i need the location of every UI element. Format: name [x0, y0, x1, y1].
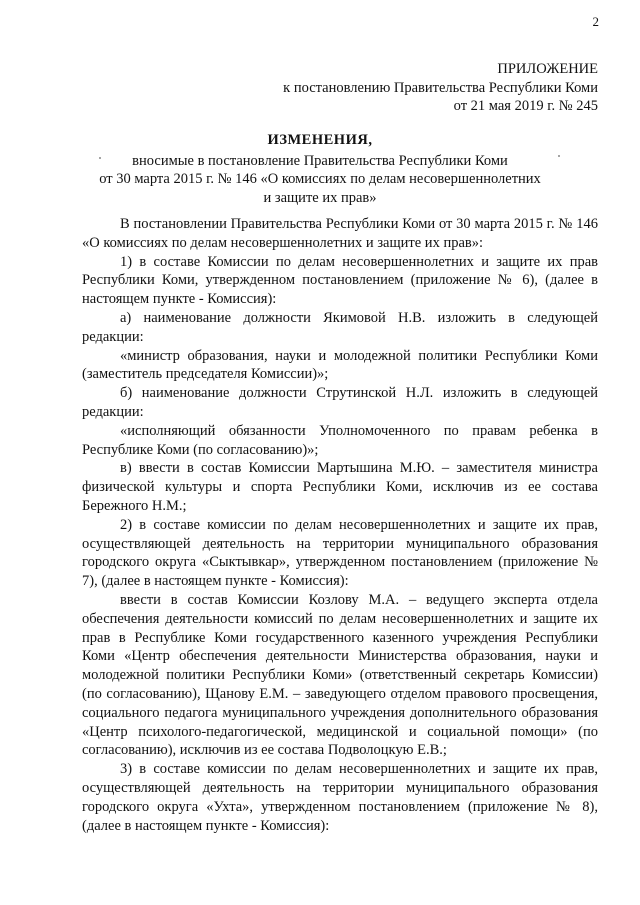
appendix-label: ПРИЛОЖЕНИЕ [497, 61, 598, 77]
paragraph-item-1b-text: «исполняющий обязанности Уполномоченного по правам ребенка в Республике Коми (по согласованию)»; [82, 422, 598, 458]
paragraph-item-2-text: ввести в состав Комиссии Козлову М.А. – ведущего эксперта отдела обеспечения деятельности комиссий по делам несовершеннолетних и защите их прав в Республике Коми государственного казенного учреждения Республики Коми «Центр обеспечения деятельности Министерства образования, науки и молодежной политики Республики Коми» (ответственный секретарь Комиссии) (по согласованию), Щанову Е.М. – заведующего отделом правового просвещения, социального педагога муниципального учреждения дополнительного образования «Центр психолого-педагогической, медицинской и социальной помощи» (по согласованию), исключив из ее состава Подволоцкую Е.В.; [82, 591, 598, 759]
appendix-line-1: к постановлению Правительства Республики Коми [283, 79, 598, 96]
subtitle-line-2: от 30 марта 2015 г. № 146 «О комиссиях по делам несовершеннолетних [99, 171, 541, 187]
subtitle-line-1: вносимые в постановление Правительства Республики Коми [132, 152, 508, 169]
paragraph-item-1c: в) ввести в состав Комиссии Мартышина М.Ю. – заместителя министра физической культуры и спорта Республики Коми, исключив из ее состава Бережного Н.М.; [82, 460, 598, 514]
subtitle-line-3: и защите их прав» [263, 189, 377, 206]
paragraph-item-1b: б) наименование должности Струтинской Н.Л. изложить в следующей редакции: [82, 385, 598, 420]
page-number: 2 [592, 14, 599, 29]
document-title: ИЗМЕНЕНИЯ, [267, 132, 373, 148]
document-body [82, 215, 598, 835]
paragraph-item-1: 1) в составе Комиссии по делам несовершеннолетних и защите их прав Республики Коми, утвержденном постановлением (приложение № 6), (далее в настоящем пункте - Комиссия): [82, 253, 598, 308]
appendix-header [283, 60, 598, 116]
paragraph-intro: В постановлении Правительства Республики Коми от 30 марта 2015 г. № 146 «О комиссиях по делам несовершеннолетних и защите их прав»: [82, 216, 598, 251]
paragraph-item-2: 2) в составе комиссии по делам несовершеннолетних и защите их прав, осуществляющей деятельность на территории муниципального образования городского округа «Сыктывкар», утвержденном постановлением (приложение № 7), (далее в настоящем пункте - Комиссия): [82, 516, 598, 590]
paragraph-item-1a: а) наименование должности Якимовой Н.В. изложить в следующей редакции: [82, 309, 598, 345]
title-block [80, 131, 560, 207]
scan-speck [99, 157, 101, 159]
scan-speck [558, 155, 560, 157]
paragraph-item-3: 3) в составе комиссии по делам несовершеннолетних и защите их прав, осуществляющей деятельность на территории муниципального образования городского округа «Ухта», утвержденном постановлением (приложение № 8), (далее в настоящем пункте - Комиссия): [82, 761, 598, 834]
appendix-line-2: от 21 мая 2019 г. № 245 [453, 98, 598, 114]
paragraph-item-1a-text: «министр образования, науки и молодежной политики Республики Коми (заместитель председателя Комиссии)»; [82, 347, 598, 383]
